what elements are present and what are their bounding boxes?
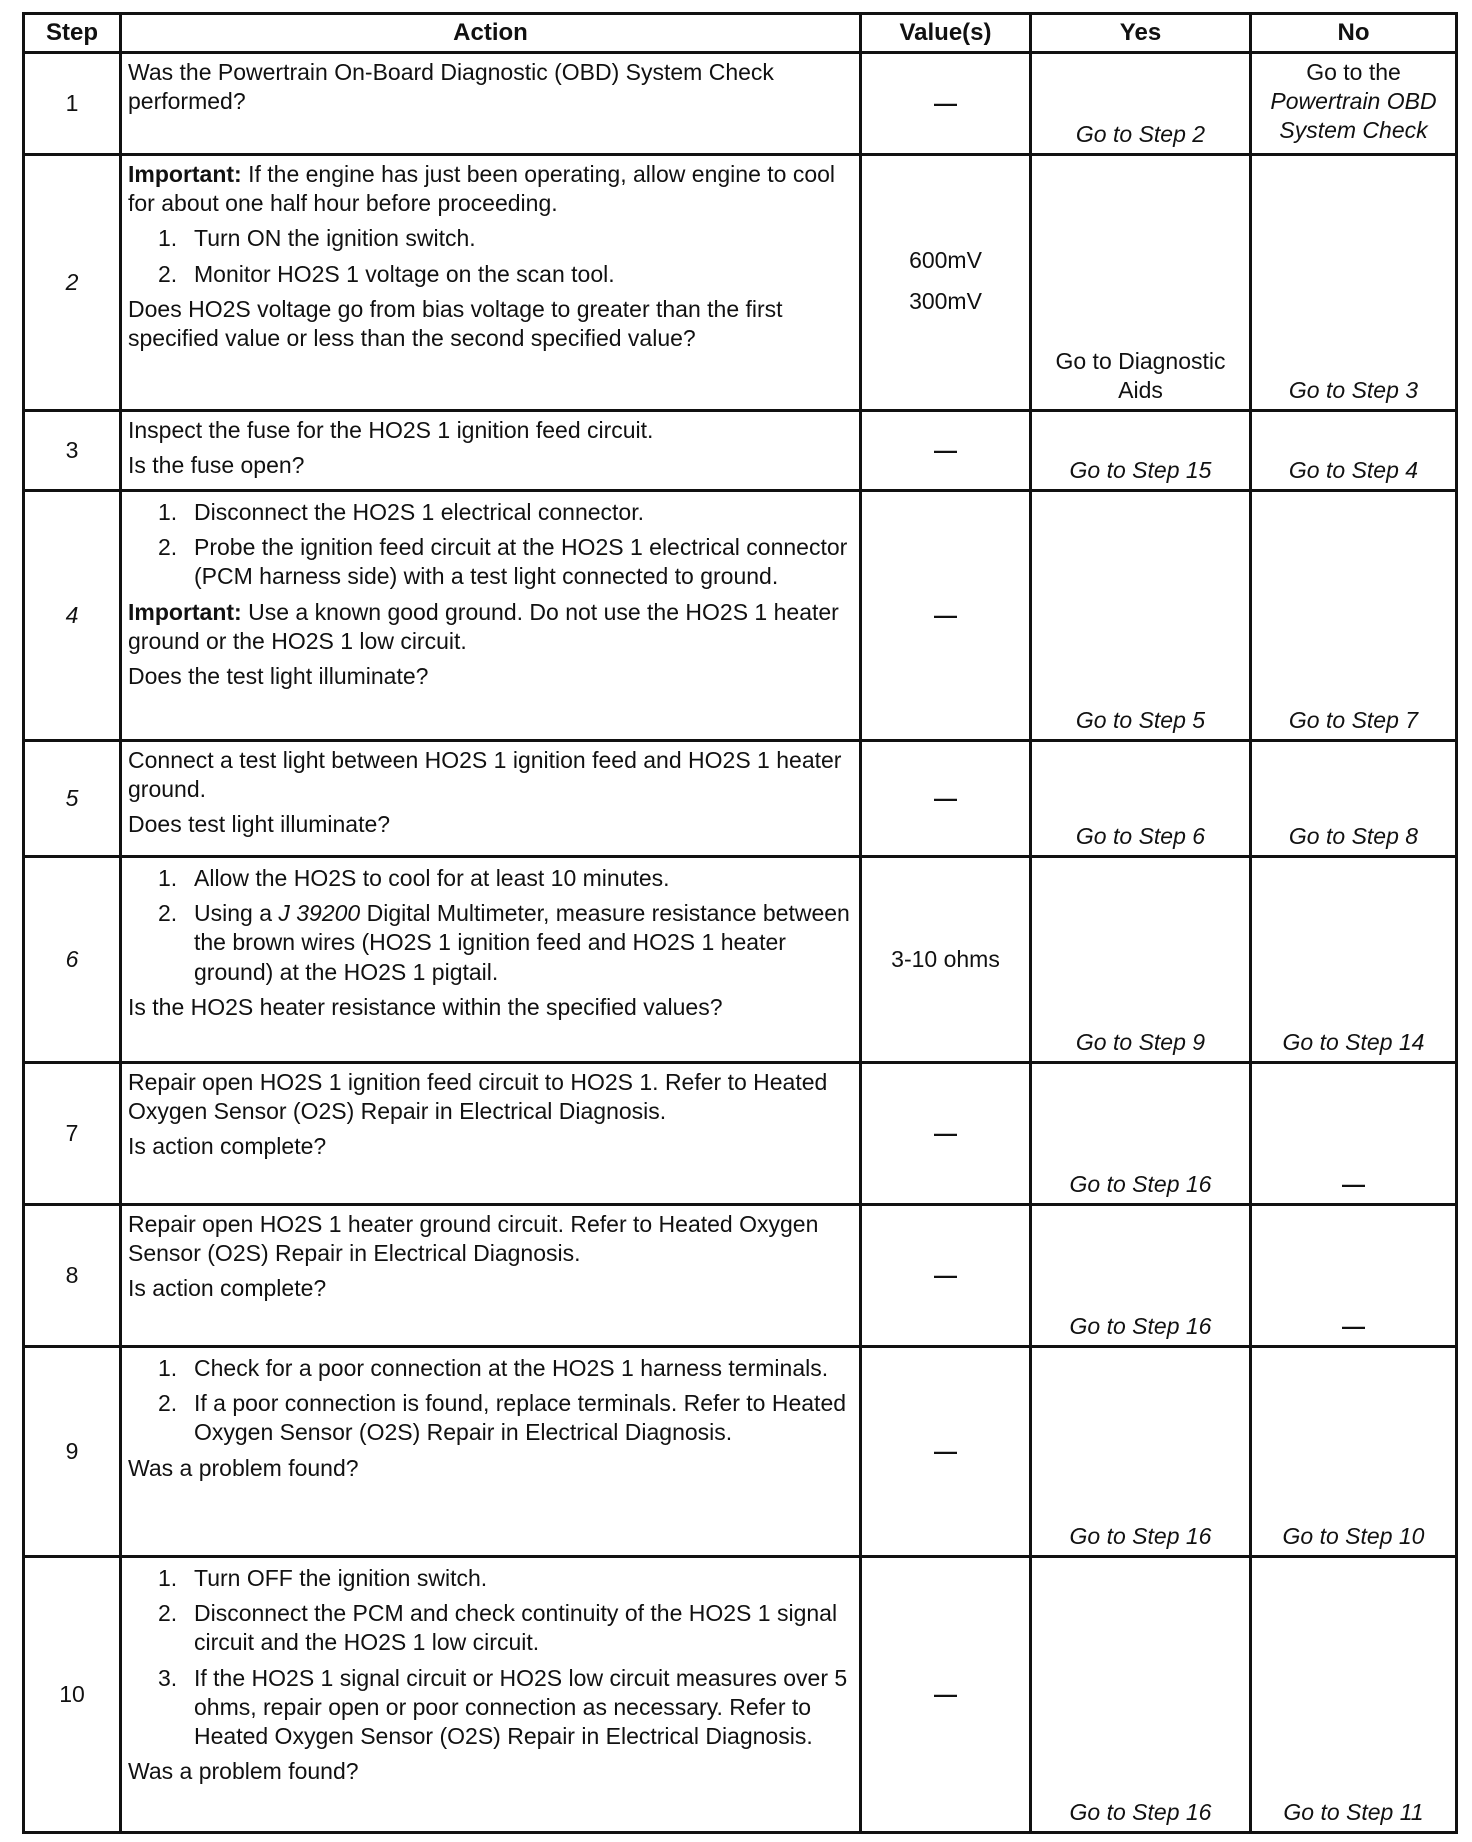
no-cell <box>1251 1347 1457 1557</box>
yes-cell <box>1031 741 1251 857</box>
step-number: 2 <box>24 155 121 411</box>
list-number: 1. <box>158 499 178 525</box>
value-text: — <box>934 601 957 628</box>
action-cell <box>121 1347 861 1557</box>
instruction-list <box>128 1354 855 1448</box>
instruction-list <box>128 1564 855 1751</box>
tool-name: J 39200 <box>278 900 361 927</box>
list-item <box>128 864 855 893</box>
value-cell <box>861 1347 1031 1557</box>
no-cell <box>1251 155 1457 411</box>
list-item-text: Disconnect the PCM and check continuity of the HO2S 1 signal circuit and the HO2S 1 low circuit. <box>194 1600 838 1656</box>
value-cell <box>861 155 1031 411</box>
yes-cell <box>1031 857 1251 1063</box>
list-item-text: If a poor connection is found, replace terminals. Refer to Heated Oxygen Sensor (O2S) Repair in Electrical Diagnosis. <box>194 1390 847 1446</box>
no-cell <box>1251 411 1457 491</box>
no-text: Go to Step 8 <box>1288 822 1419 849</box>
list-item-text-pre: Using a <box>194 900 279 927</box>
yes-cell <box>1031 1347 1251 1557</box>
yes-text: Go to Step 5 <box>1075 706 1206 733</box>
list-item <box>128 1599 855 1657</box>
question-text: Is action complete? <box>128 1133 327 1160</box>
value-text: — <box>934 784 957 811</box>
no-cell <box>1251 1557 1457 1833</box>
header-no: No <box>1251 14 1457 53</box>
list-number: 2. <box>158 1600 178 1627</box>
list-number: 3. <box>158 1664 178 1691</box>
value-cell <box>861 491 1031 741</box>
action-cell <box>121 1205 861 1347</box>
header-values: Value(s) <box>861 14 1031 53</box>
value-text: — <box>934 1680 957 1707</box>
list-number: 1. <box>158 1355 178 1381</box>
table-row <box>24 1205 1457 1347</box>
yes-text: Go to Diagnostic Aids <box>1055 347 1226 403</box>
list-item-text: Turn ON the ignition switch. <box>194 225 476 252</box>
step-number: 6 <box>24 857 121 1063</box>
step-number: 5 <box>24 741 121 857</box>
yes-cell <box>1031 1557 1251 1833</box>
question-text: Is the fuse open? <box>128 452 305 479</box>
value-cell <box>861 53 1031 155</box>
step-number: 3 <box>24 411 121 491</box>
action-cell <box>121 411 861 491</box>
step-number: 10 <box>24 1557 121 1833</box>
value-cell <box>861 857 1031 1063</box>
table-row <box>24 411 1457 491</box>
header-row <box>24 14 1457 53</box>
yes-text: Go to Step 6 <box>1075 822 1206 849</box>
value-text: — <box>934 1437 957 1464</box>
important-label: Important: <box>128 161 242 187</box>
list-item-text: Monitor HO2S 1 voltage on the scan tool. <box>194 260 615 287</box>
yes-cell <box>1031 411 1251 491</box>
no-text: Go to Step 14 <box>1282 1028 1425 1055</box>
list-item <box>128 1664 855 1752</box>
list-number: 2. <box>158 1390 178 1417</box>
no-cell <box>1251 53 1457 155</box>
yes-text: Go to Step 16 <box>1069 1312 1212 1339</box>
list-item <box>128 533 855 591</box>
question-text: Was a problem found? <box>128 1758 359 1785</box>
value-text: — <box>934 1119 957 1146</box>
list-item <box>128 899 855 987</box>
yes-text: Go to Step 15 <box>1069 456 1212 483</box>
table-row <box>24 1063 1457 1205</box>
yes-text: Go to Step 16 <box>1069 1170 1212 1197</box>
action-cell <box>121 155 861 411</box>
no-text: — <box>1342 1312 1365 1339</box>
no-text: Go to Step 7 <box>1288 706 1419 733</box>
instruction-list <box>128 224 855 288</box>
instruction-list <box>128 498 855 592</box>
list-item-text: Check for a poor connection at the HO2S 1 harness terminals. <box>194 1355 829 1381</box>
action-cell <box>121 1063 861 1205</box>
list-item-text: Allow the HO2S to cool for at least 10 minutes. <box>194 865 670 891</box>
yes-text: Go to Step 16 <box>1069 1798 1212 1825</box>
question-text: Does HO2S voltage go from bias voltage to greater than the first specified value or less than the second specified value? <box>128 295 783 352</box>
value-text: 600mV <box>909 247 982 273</box>
table-row <box>24 741 1457 857</box>
question-text: Does the test light illuminate? <box>128 663 429 690</box>
header-step: Step <box>24 14 121 53</box>
table-row <box>24 155 1457 411</box>
question-text: Was a problem found? <box>128 1454 359 1481</box>
question-text: Is action complete? <box>128 1275 327 1302</box>
instruction-list <box>128 864 855 987</box>
step-number: 1 <box>24 53 121 155</box>
no-text: Go to Step 10 <box>1282 1522 1425 1549</box>
no-text: — <box>1342 1170 1365 1197</box>
value-cell <box>861 411 1031 491</box>
step-number: 7 <box>24 1063 121 1205</box>
list-item-text: Turn OFF the ignition switch. <box>194 1565 488 1591</box>
value-cell <box>861 741 1031 857</box>
action-text: Connect a test light between HO2S 1 ignition feed and HO2S 1 heater ground. <box>128 747 842 803</box>
no-text-line1: Go to the <box>1306 58 1401 85</box>
no-text: Go to Step 4 <box>1288 456 1419 483</box>
list-item <box>128 1354 855 1383</box>
action-cell <box>121 53 861 155</box>
yes-text: Go to Step 9 <box>1075 1028 1206 1055</box>
list-number: 2. <box>158 534 178 561</box>
list-item-text: If the HO2S 1 signal circuit or HO2S low circuit measures over 5 ohms, repair open or poor connection as necessary. Refer to Heated Oxygen Sensor (O2S) Repair in Electrical Diagnosis. <box>194 1664 848 1750</box>
important-text: If the engine has just been operating, allow engine to cool for about one half hour before proceeding. <box>128 161 836 217</box>
no-cell <box>1251 857 1457 1063</box>
value-text: 300mV <box>909 288 982 315</box>
no-cell <box>1251 1063 1457 1205</box>
step-number: 8 <box>24 1205 121 1347</box>
action-text: Inspect the fuse for the HO2S 1 ignition feed circuit. <box>128 417 654 443</box>
important-note <box>128 160 855 218</box>
list-item <box>128 1564 855 1593</box>
yes-cell <box>1031 155 1251 411</box>
action-text: Repair open HO2S 1 ignition feed circuit to HO2S 1. Refer to Heated Oxygen Sensor (O2S) Repair in Electrical Diagnosis. <box>128 1069 828 1125</box>
header-yes: Yes <box>1031 14 1251 53</box>
yes-cell <box>1031 1063 1251 1205</box>
important-text: Use a known good ground. Do not use the HO2S 1 heater ground or the HO2S 1 low circuit. <box>128 598 839 654</box>
list-number: 1. <box>158 225 178 252</box>
yes-cell <box>1031 1205 1251 1347</box>
yes-text: Go to Step 16 <box>1069 1522 1212 1549</box>
list-item-text: Probe the ignition feed circuit at the HO2S 1 electrical connector (PCM harness side) with a test light connected to ground. <box>194 534 848 590</box>
list-number: 2. <box>158 260 178 287</box>
table-row <box>24 491 1457 741</box>
list-item-text-post: Digital Multimeter, measure resistance between the brown wires (HO2S 1 ignition feed and HO2S 1 heater ground) at the HO2S 1 pigtail. <box>194 900 850 985</box>
value-cell <box>861 1557 1031 1833</box>
header-action: Action <box>121 14 861 53</box>
list-item <box>128 260 855 289</box>
action-text: Repair open HO2S 1 heater ground circuit. Refer to Heated Oxygen Sensor (O2S) Repair in Electrical Diagnosis. <box>128 1211 819 1267</box>
yes-text: Go to Step 2 <box>1075 120 1206 147</box>
no-text-line2: Powertrain OBD System Check <box>1270 87 1437 144</box>
no-cell <box>1251 1205 1457 1347</box>
value-cell <box>861 1205 1031 1347</box>
list-number: 1. <box>158 1565 178 1591</box>
important-label: Important: <box>128 598 242 625</box>
value-text: — <box>934 1261 957 1288</box>
action-cell <box>121 1557 861 1833</box>
list-item <box>128 224 855 253</box>
no-cell <box>1251 491 1457 741</box>
no-text: Go to Step 3 <box>1288 376 1419 403</box>
value-cell <box>861 1063 1031 1205</box>
important-note <box>128 598 855 656</box>
list-number: 1. <box>158 865 178 891</box>
no-cell <box>1251 741 1457 857</box>
action-cell <box>121 491 861 741</box>
list-number: 2. <box>158 900 178 927</box>
question-text: Does test light illuminate? <box>128 811 391 838</box>
list-item <box>128 498 855 527</box>
list-item <box>128 1389 855 1447</box>
action-cell <box>121 741 861 857</box>
table-row <box>24 857 1457 1063</box>
value-text: 3-10 ohms <box>891 945 1000 972</box>
yes-cell <box>1031 491 1251 741</box>
no-text: Go to Step 11 <box>1283 1798 1424 1825</box>
diagnostic-table <box>22 12 1458 1834</box>
value-text: — <box>934 436 957 463</box>
step-number: 9 <box>24 1347 121 1557</box>
action-cell <box>121 857 861 1063</box>
step-number: 4 <box>24 491 121 741</box>
table-row <box>24 1347 1457 1557</box>
yes-cell <box>1031 53 1251 155</box>
table-row <box>24 1557 1457 1833</box>
value-text: — <box>934 89 957 116</box>
question-text: Is the HO2S heater resistance within the specified values? <box>128 993 723 1020</box>
action-text: Was the Powertrain On-Board Diagnostic (OBD) System Check performed? <box>128 59 774 115</box>
list-item-text: Disconnect the HO2S 1 electrical connector. <box>194 499 645 525</box>
table-row <box>24 53 1457 155</box>
